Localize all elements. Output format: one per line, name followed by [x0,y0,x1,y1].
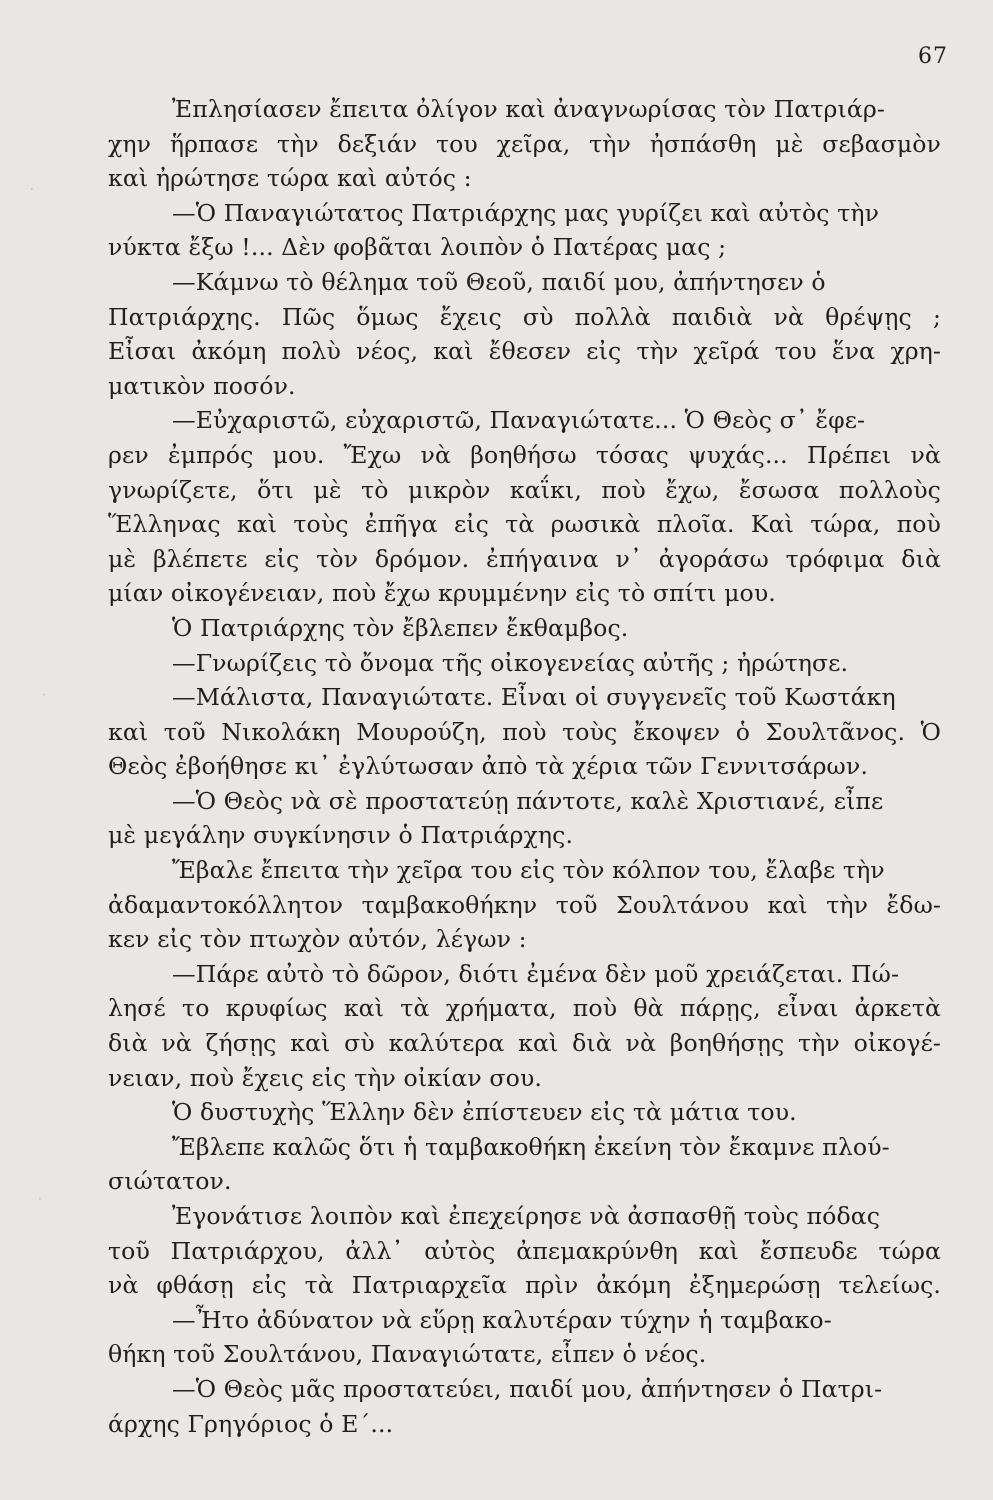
text-line: —Πάρε αὐτὸ τὸ δῶρον, διότι ἐμένα δὲν μοῦ χρειάζεται. Πώ- [172,959,900,988]
text-line: —Κάμνω τὸ θέλημα τοῦ Θεοῦ, παιδί μου, ἀπήντησεν ὁ [172,267,826,296]
text-line: —Μάλιστα, Παναγιώτατε. Εἶναι οἱ συγγενεῖς τοῦ Κωστάκη [172,683,896,712]
text-line: Πατριάρχης. Πῶς ὅμως ἔχεις σὺ πολλὰ παιδιὰ νὰ θρέψῃς ; [108,302,941,331]
text-line: κεν εἰς τὸν πτωχὸν αὐτόν, λέγων : [108,925,527,954]
margin-speck: · [42,688,46,702]
text-line: —Εὐχαριστῶ, εὐχαριστῶ, Παναγιώτατε... Ὁ Θεὸς σ᾽ ἔφε- [172,406,866,435]
text-line: καὶ ἠρώτησε τώρα καὶ αὐτός : [108,164,472,193]
text-line: μὲ βλέπετε εἰς τὸν δρόμον. ἐπήγαινα ν᾽ ἀγοράσω τρόφιμα διὰ [108,544,941,573]
text-line: Ἔβαλε ἔπειτα τὴν χεῖρα του εἰς τὸν κόλπον του, ἔλαβε τὴν [172,856,885,885]
text-line: Ἕλληνας καὶ τοὺς ἐπῆγα εἰς τὰ ρωσικὰ πλοῖα. Καὶ τώρα, ποὺ [108,510,941,539]
text-line: —Ἦτο ἀδύνατον νὰ εὕρῃ καλυτέραν τύχην ἡ ταμβακο- [172,1305,832,1334]
text-line: ματικὸν ποσόν. [108,371,296,400]
text-line: σιώτατον. [108,1167,232,1196]
text-line: —Ὁ Θεὸς μᾶς προστατεύει, παιδί μου, ἀπήντησεν ὁ Πατρι- [172,1374,883,1403]
text-line: Ἔβλεπε καλῶς ὅτι ἡ ταμβακοθήκη ἐκείνη τὸν ἔκαμνε πλού- [172,1132,890,1161]
text-line: θήκη τοῦ Σουλτάνου, Παναγιώτατε, εἶπεν ὁ νέος. [108,1340,707,1369]
text-line: —Ὁ Θεὸς νὰ σὲ προστατεύῃ πάντοτε, καλὲ Χριστιανέ, εἶπε [172,786,884,815]
page-number: 67 [918,44,948,69]
text-line: καὶ τοῦ Νικολάκη Μουρούζη, ποὺ τοὺς ἔκοψεν ὁ Σουλτᾶνος. Ὁ [108,717,941,746]
text-line: Ὁ δυστυχὴς Ἕλλην δὲν ἐπίστευεν εἰς τὰ μάτια του. [172,1098,797,1127]
text-line: χην ἥρπασε τὴν δεξιάν του χεῖρα, τὴν ἠσπάσθη μὲ σεβασμὸν [108,129,941,158]
text-line: ρεν ἐμπρός μου. Ἔχω νὰ βοηθήσω τόσας ψυχάς... Πρέπει νὰ [108,440,941,469]
text-line: ἀδαμαντοκόλλητον ταμβακοθήκην τοῦ Σουλτάνου καὶ τὴν ἔδω- [108,890,941,919]
text-line: μίαν οἰκογένειαν, ποὺ ἔχω κρυμμένην εἰς τὸ σπίτι μου. [108,579,776,608]
text-line: Ἐπλησίασεν ἔπειτα ὀλίγον καὶ ἀναγνωρίσας τὸν Πατριάρ- [172,95,885,123]
text-line: Θεὸς ἐβοήθησε κι᾽ ἐγλύτωσαν ἀπὸ τὰ χέρια τῶν Γεννιτσάρων. [108,752,868,781]
body-text [108,92,941,1441]
text-line: νειαν, ποὺ ἔχεις εἰς τὴν οἰκίαν σου. [108,1063,542,1092]
text-line: Εἶσαι ἀκόμη πολὺ νέος, καὶ ἔθεσεν εἰς τὴν χεῖρά του ἕνα χρη- [108,337,941,366]
text-line: Ἐγονάτισε λοιπὸν καὶ ἐπεχείρησε νὰ ἀσπασθῇ τοὺς πόδας [172,1202,881,1230]
text-line: νὰ φθάσῃ εἰς τὰ Πατριαρχεῖα πρὶν ἀκόμη ἐξημερώσῃ τελείως. [108,1271,941,1300]
text-line: Ὁ Πατριάρχης τὸν ἔβλεπεν ἔκθαμβος. [172,613,629,642]
margin-speck: · [38,1192,42,1206]
text-line: άρχης Γρηγόριος ὁ Ε΄... [108,1409,394,1438]
text-line: —Γνωρίζεις τὸ ὄνομα τῆς οἰκογενείας αὐτῆς ; ἠρώτησε. [172,648,849,677]
text-line: λησέ το κρυφίως καὶ τὰ χρήματα, ποὺ θὰ πάρῃς, εἶναι ἀρκετὰ [108,994,941,1023]
text-line: διὰ νὰ ζήσῃς καὶ σὺ καλύτερα καὶ διὰ νὰ βοηθήσῃς τὴν οἰκογέ- [108,1029,941,1058]
text-line: —Ὁ Παναγιώτατος Πατριάρχης μας γυρίζει καὶ αὐτὸς τὴν [172,198,880,227]
text-line: νύκτα ἔξω !... Δὲν φοβᾶται λοιπὸν ὁ Πατέρας μας ; [108,233,727,262]
text-line: μὲ μεγάλην συγκίνησιν ὁ Πατριάρχης. [108,821,574,850]
margin-speck: · [30,182,34,196]
text-line: γνωρίζετε, ὅτι μὲ τὸ μικρὸν καΐκι, ποὺ ἔχω, ἔσωσα πολλοὺς [108,475,941,504]
text-line: τοῦ Πατριάρχου, ἀλλ᾽ αὐτὸς ἀπεμακρύνθη καὶ ἔσπευδε τώρα [108,1236,941,1265]
